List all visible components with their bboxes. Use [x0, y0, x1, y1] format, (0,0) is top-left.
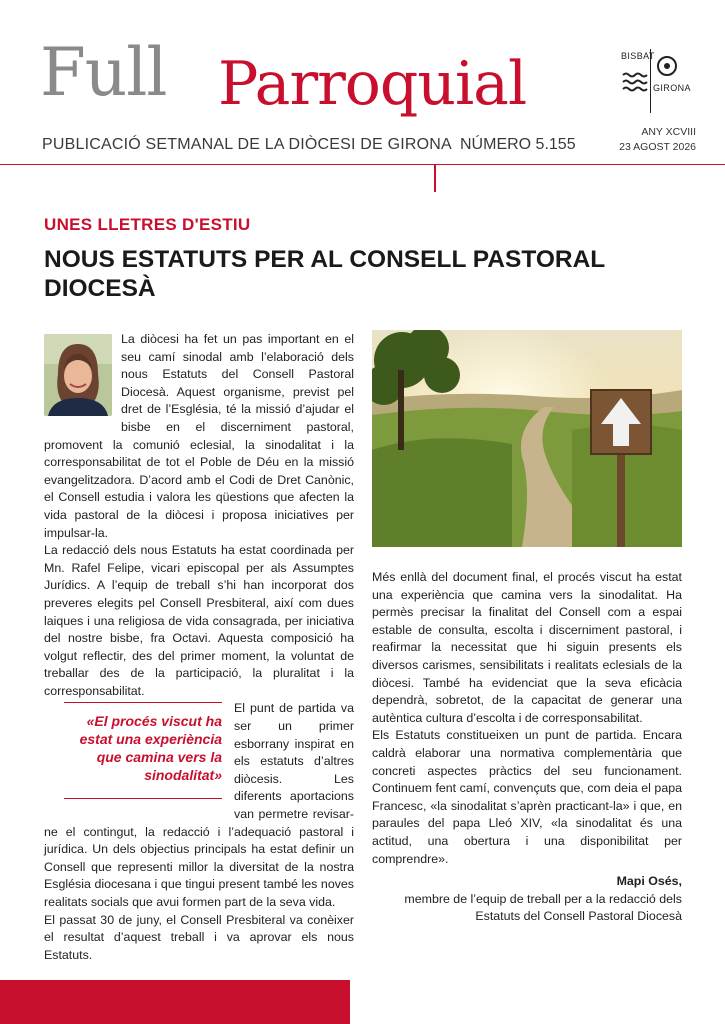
- paragraph: Més enllà del document final, el procés viscut ha estat una experiència que camina vers la sinodalitat. Ha permès precisar la finalitat del Consell com a espai estable de consulta, escolta i discerniment pastoral, i reafirmar la necessitat que hi siguin presents els diversos carismes, sensibilitats i realitats eclesials de la diòcesi. També ha evidenciat que la seva eficàcia dependrà, sobretot, de la capacitat de generar una autèntica cultura d’escolta i de corresponsabilitat.: [372, 570, 682, 725]
- bisbat-girona-logo: [620, 49, 691, 113]
- pullquote-box: [44, 700, 222, 822]
- pullquote-rule-top: [64, 702, 222, 703]
- article-headline: NOUS ESTATUTS PER AL CONSELL PASTORAL DIOCESÀ: [44, 246, 605, 303]
- article-right-column: [372, 569, 682, 868]
- masthead-rule-tick: [434, 164, 436, 192]
- article-left-column: [44, 331, 354, 964]
- author-role: [372, 891, 682, 925]
- paragraph: Els Estatuts constitueixen un punt de partida. Encara caldrà elaborar una normativa complementària que concreti aspectes pràctics del seu funcionament. Continuem fent camí, convençuts que, com deia el papa Francesc, «la sinodalitat s’aprèn practicant-la» i que, en paraules del papa Lleó XIV, «la sinodalitat és una actitud, una obertura i una disponibilitat per comprendre».: [372, 728, 682, 866]
- paragraph: [44, 700, 354, 911]
- pullquote-text: «El procés viscut ha estat una experiència que camina vers la sinodalitat»: [79, 713, 222, 784]
- paragraph: La redacció dels nous Estatuts ha estat coordinada per Mn. Rafel Felipe, vicari episcopal per als Assumptes Jurídics. A l’equip de treball s’hi han incorporat dos preveres elegits pel Consell Presbiteral, així com dues laiques i una religiosa de vida consagrada, per iniciativa del nostre bisbe, fra Octavi. Aquesta composició ha volgut reflectir, des del primer moment, la voluntat de treballar des de la participació, la pluralitat i la corresponsabilitat.: [44, 543, 354, 698]
- path-signpost-photo: [372, 330, 682, 547]
- author-role-line: membre de l’equip de treball per a la redacció dels: [404, 892, 682, 906]
- paragraph: La diòcesi ha fet un pas important en el seu camí sinodal amb l’elaboració dels nous Estatuts del Consell Pastoral Diocesà. Aquest organisme, previst pel dret de l’Església, té la missió d’ajudar el bisbe en el discerniment pastoral, promovent la comunió eclesial, la sinodalitat i la corresponsabilitat de tot el Poble de Déu en la missió evangelitzadora. D’acord amb el Codi de Dret Canònic, el Consell estudia i valora les qüestions que afecten la vida pastoral de la diòcesi i proposa iniciatives per impulsar-la.: [44, 332, 354, 540]
- paragraph: El passat 30 de juny, el Consell Presbiteral va conèixer el resultat d’aquest treball i va aprovar els nous Estatuts.: [44, 912, 354, 962]
- pullquote-rule-bottom: [64, 798, 222, 799]
- footer-accent-bar: [0, 980, 350, 1024]
- masthead-title-parroquial: Parroquial: [218, 49, 527, 119]
- section-label: UNES LLETRES D'ESTIU: [44, 215, 251, 234]
- masthead-rule: [0, 164, 725, 165]
- concentric-circle-icon: [656, 55, 678, 77]
- masthead-title-full: Full: [40, 34, 167, 111]
- author-role-line: Estatuts del Consell Pastoral Diocesà: [475, 909, 682, 923]
- waves-icon: [622, 69, 648, 95]
- issue-date: 23 AGOST 2026: [619, 141, 696, 153]
- paragraph-text: El punt de partida va ser un primer esborrany inspirat en els estatuts d’altres diòcesis. Les diferents aportacions van permetre revisar-ne el contingut, la redacció i l’adequació pastoral i jurídica. Un dels objectius principals ha estat definir un Consell que representi millor la diversitat de la nostra Església diocesana i que tingui present també les noves realitats socials que avui formen part de la seva vida.: [44, 701, 354, 909]
- logo-text-girona: GIRONA: [653, 83, 691, 93]
- author-name: Mapi Osés,: [616, 874, 682, 888]
- issue-number: NÚMERO 5.155: [460, 136, 576, 153]
- publication-subtitle: PUBLICACIÓ SETMANAL DE LA DIÒCESI DE GIRONA: [42, 136, 452, 153]
- logo-text-bisbat: BISBAT: [621, 51, 655, 61]
- volume-year: ANY XCVIII: [641, 126, 696, 138]
- author-portrait: [44, 334, 112, 416]
